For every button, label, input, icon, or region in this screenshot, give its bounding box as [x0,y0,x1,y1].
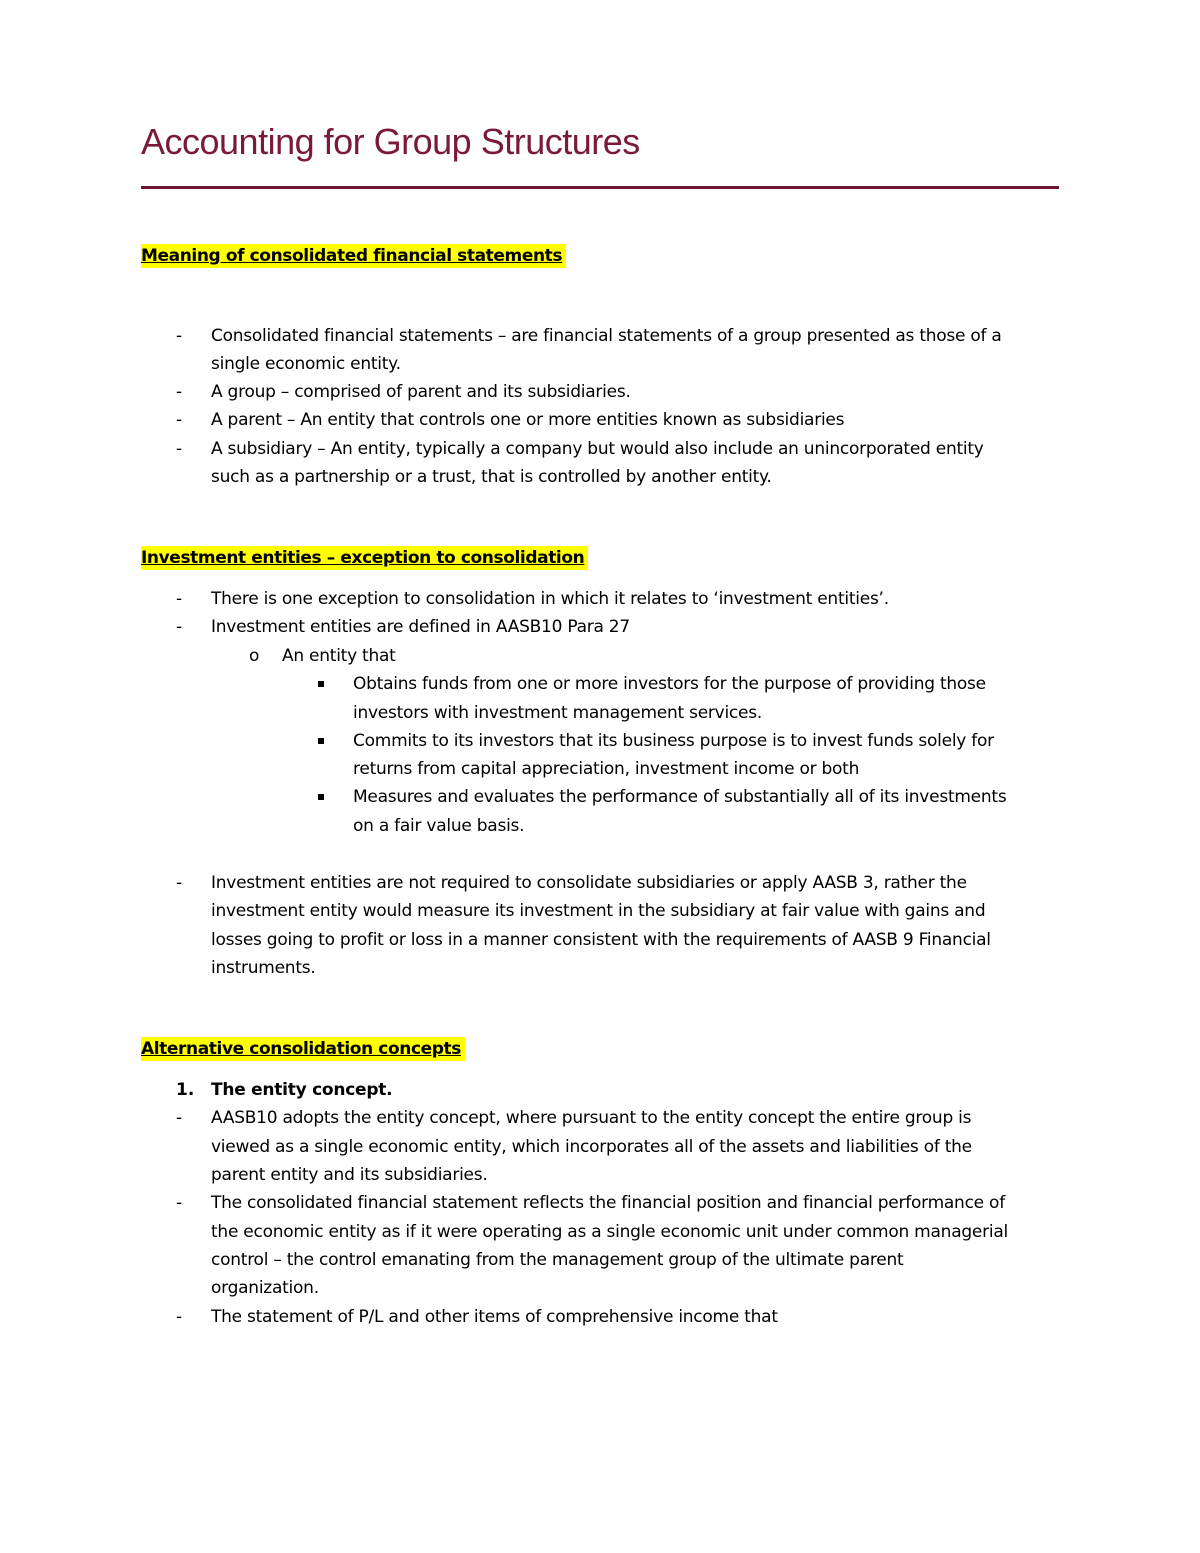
square-bullet-icon [318,794,324,800]
square-bullet-icon [318,738,324,744]
dash-bullet: - [176,873,183,893]
bullet-text-line: single economic entity. [211,354,401,374]
bullet-text-line: the economic entity as if it were operating as a single economic unit under common managerial [211,1222,1008,1242]
section-heading-consolidation-concepts: Alternative consolidation concepts [141,1037,465,1061]
section-heading-investment-entities: Investment entities – exception to consolidation [141,546,588,570]
dash-bullet: - [176,1193,183,1213]
bullet-text-line: Obtains funds from one or more investors for the purpose of providing those [353,674,986,694]
list-number: 1. [176,1080,195,1100]
dash-bullet: - [176,617,183,637]
bullet-text-line: A subsidiary – An entity, typically a company but would also include an unincorporated entity [211,439,984,459]
bullet-text-line: returns from capital appreciation, investment income or both [353,759,860,779]
dash-bullet: - [176,326,183,346]
numbered-item-title: The entity concept. [211,1080,393,1100]
bullet-text-line: Investment entities are defined in AASB10 Para 27 [211,617,630,637]
dash-bullet: - [176,1307,183,1327]
bullet-text-line: A group – comprised of parent and its subsidiaries. [211,382,631,402]
bullet-text-line: Measures and evaluates the performance of substantially all of its investments [353,787,1007,807]
bullet-text-line: The consolidated financial statement reflects the financial position and financial performance of [211,1193,1005,1213]
bullet-text-line: organization. [211,1278,319,1298]
bullet-text-line: A parent – An entity that controls one or more entities known as subsidiaries [211,410,845,430]
title-divider [141,186,1059,189]
bullet-text-line: The statement of P/L and other items of comprehensive income that [211,1307,778,1327]
bullet-text-line: on a fair value basis. [353,816,525,836]
bullet-text-line: losses going to profit or loss in a manner consistent with the requirements of AASB 9 Financial [211,930,991,950]
bullet-text-line: There is one exception to consolidation in which it relates to ‘investment entities’. [211,589,889,609]
dash-bullet: - [176,439,183,459]
section-heading-consolidated-statements: Meaning of consolidated financial statements [141,244,566,268]
bullet-text-line: Commits to its investors that its business purpose is to invest funds solely for [353,731,994,751]
dash-bullet: - [176,589,183,609]
bullet-text-line: viewed as a single economic entity, which incorporates all of the assets and liabilities of the [211,1137,972,1157]
bullet-text-line: control – the control emanating from the management group of the ultimate parent [211,1250,904,1270]
circle-bullet: o [249,646,260,666]
page-title: Accounting for Group Structures [141,121,640,162]
dash-bullet: - [176,382,183,402]
bullet-text-line: An entity that [282,646,396,666]
bullet-text-line: instruments. [211,958,316,978]
bullet-text-line: Investment entities are not required to consolidate subsidiaries or apply AASB 3, rather the [211,873,967,893]
square-bullet-icon [318,681,324,687]
dash-bullet: - [176,410,183,430]
bullet-text-line: AASB10 adopts the entity concept, where pursuant to the entity concept the entire group is [211,1108,972,1128]
bullet-text-line: parent entity and its subsidiaries. [211,1165,488,1185]
bullet-text-line: investors with investment management services. [353,703,763,723]
dash-bullet: - [176,1108,183,1128]
bullet-text-line: investment entity would measure its investment in the subsidiary at fair value with gains and [211,901,986,921]
bullet-text-line: such as a partnership or a trust, that is controlled by another entity. [211,467,772,487]
bullet-text-line: Consolidated financial statements – are financial statements of a group presented as those of a [211,326,1002,346]
